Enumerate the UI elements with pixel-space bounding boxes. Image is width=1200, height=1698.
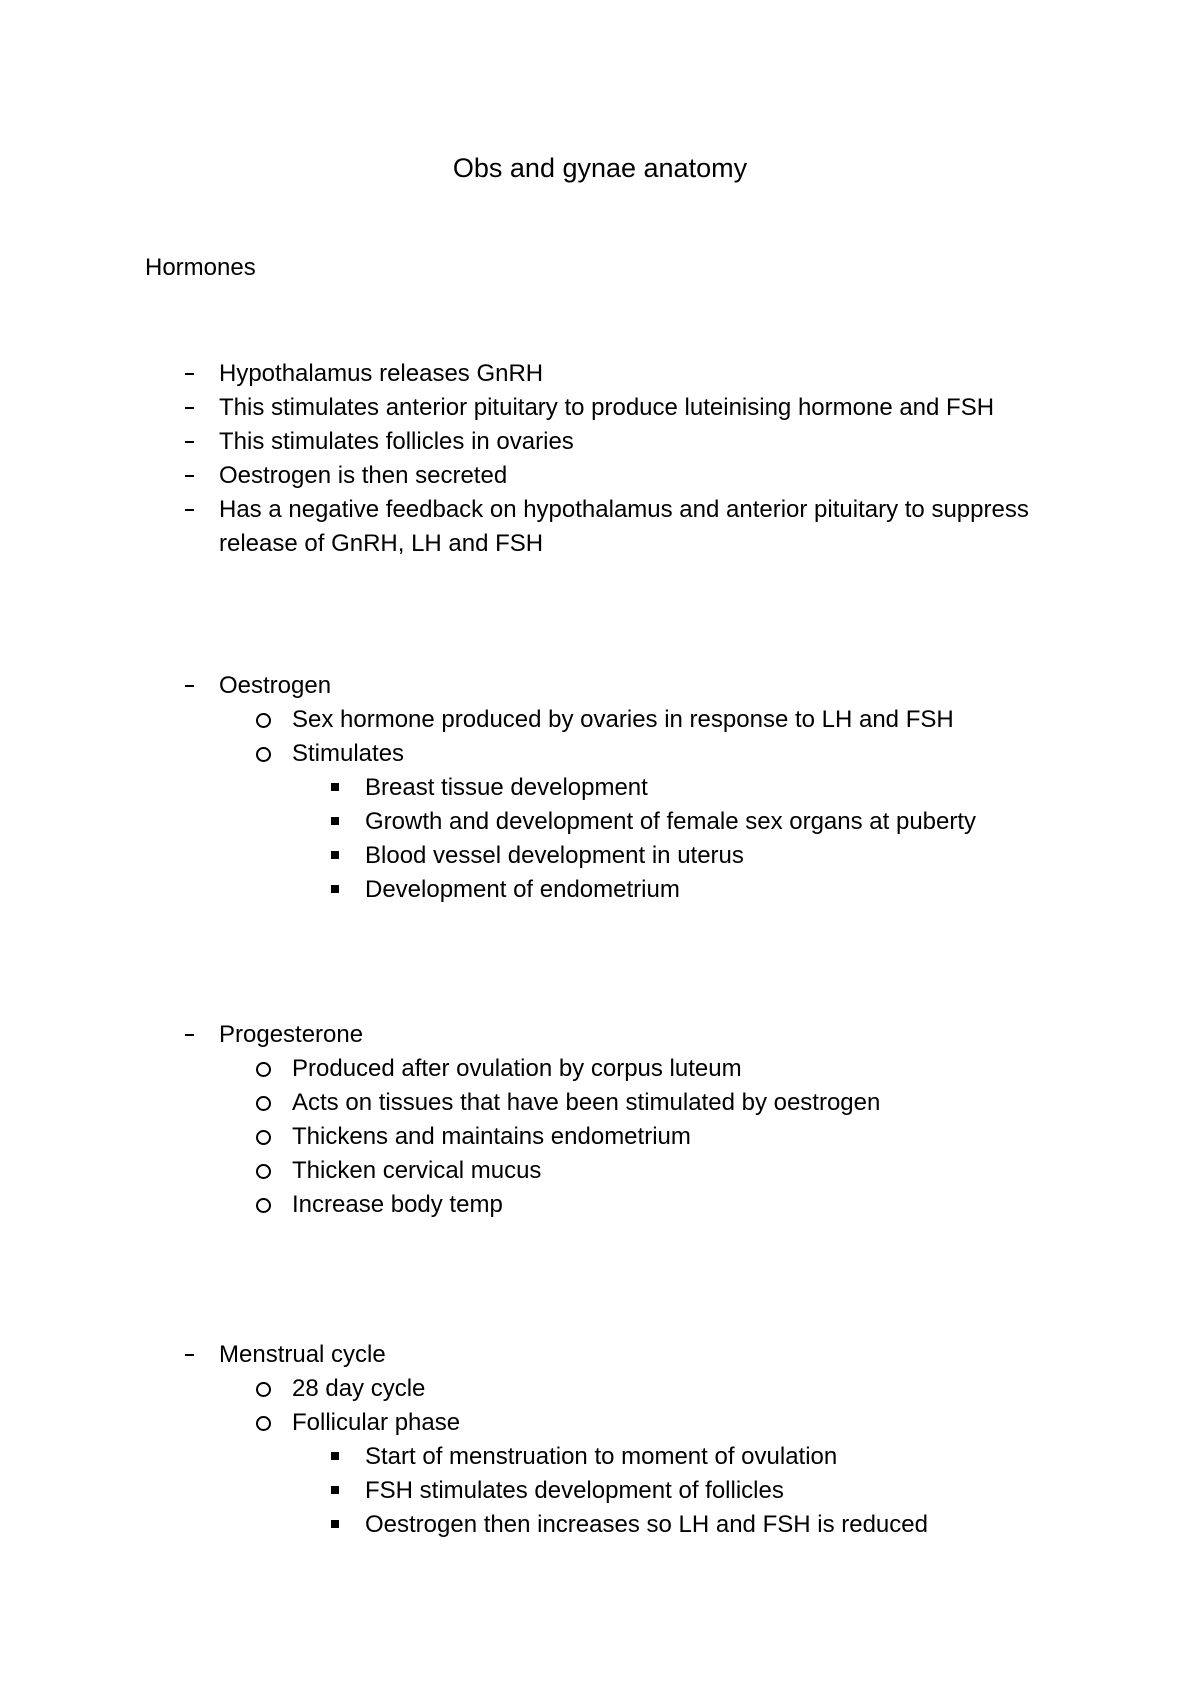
dash-bullet-icon bbox=[185, 357, 194, 391]
list-item: Development of endometrium bbox=[0, 873, 1200, 907]
list-item: Stimulates bbox=[0, 737, 1200, 771]
list-item: Oestrogen is then secreted bbox=[0, 459, 1200, 493]
list-item: Increase body temp bbox=[0, 1188, 1200, 1222]
dash-bullet-icon bbox=[185, 425, 194, 459]
list-item-menstrual-cycle: Menstrual cycle bbox=[0, 1338, 1200, 1372]
list-item: Growth and development of female sex organs at puberty bbox=[0, 805, 1200, 839]
list-item: Has a negative feedback on hypothalamus and anterior pituitary to suppress release of GnRH, LH and FSH bbox=[0, 493, 1039, 561]
circle-bullet-icon bbox=[256, 1372, 271, 1406]
oestrogen-section bbox=[0, 669, 1200, 907]
list-item: Blood vessel development in uterus bbox=[0, 839, 1200, 873]
list-item: Hypothalamus releases GnRH bbox=[0, 357, 1200, 391]
list-item: Oestrogen then increases so LH and FSH is reduced bbox=[0, 1508, 1200, 1542]
square-bullet-icon bbox=[331, 1508, 339, 1542]
square-bullet-icon bbox=[331, 1440, 339, 1474]
dash-bullet-icon bbox=[185, 1338, 194, 1372]
list-item-oestrogen: Oestrogen bbox=[0, 669, 1200, 703]
square-bullet-icon bbox=[331, 771, 339, 805]
list-item: Sex hormone produced by ovaries in response to LH and FSH bbox=[0, 703, 1200, 737]
list-item: 28 day cycle bbox=[0, 1372, 1200, 1406]
circle-bullet-icon bbox=[256, 1086, 271, 1120]
circle-bullet-icon bbox=[256, 1154, 271, 1188]
list-item: Thickens and maintains endometrium bbox=[0, 1120, 1200, 1154]
circle-bullet-icon bbox=[256, 1052, 271, 1086]
list-item-progesterone: Progesterone bbox=[0, 1018, 1200, 1052]
menstrual-cycle-section bbox=[0, 1338, 1200, 1542]
circle-bullet-icon bbox=[256, 703, 271, 737]
list-item: Follicular phase bbox=[0, 1406, 1200, 1440]
list-item: This stimulates follicles in ovaries bbox=[0, 425, 1200, 459]
dash-bullet-icon bbox=[185, 669, 194, 703]
dash-bullet-icon bbox=[185, 1018, 194, 1052]
list-item: FSH stimulates development of follicles bbox=[0, 1474, 1200, 1508]
square-bullet-icon bbox=[331, 839, 339, 873]
list-item: Start of menstruation to moment of ovulation bbox=[0, 1440, 1200, 1474]
page-title: Obs and gynae anatomy bbox=[452, 153, 748, 183]
square-bullet-icon bbox=[331, 805, 339, 839]
list-item: Breast tissue development bbox=[0, 771, 1200, 805]
section-heading-hormones: Hormones bbox=[145, 254, 256, 281]
list-item: This stimulates anterior pituitary to produce luteinising hormone and FSH bbox=[0, 391, 1039, 425]
progesterone-section bbox=[0, 1018, 1200, 1222]
dash-bullet-icon bbox=[185, 493, 194, 527]
dash-bullet-icon bbox=[185, 459, 194, 493]
circle-bullet-icon bbox=[256, 1188, 271, 1222]
hormones-list bbox=[0, 357, 1200, 561]
dash-bullet-icon bbox=[185, 391, 194, 425]
square-bullet-icon bbox=[331, 873, 339, 907]
circle-bullet-icon bbox=[256, 1406, 271, 1440]
circle-bullet-icon bbox=[256, 737, 271, 771]
list-item: Thicken cervical mucus bbox=[0, 1154, 1200, 1188]
square-bullet-icon bbox=[331, 1474, 339, 1508]
circle-bullet-icon bbox=[256, 1120, 271, 1154]
list-item: Produced after ovulation by corpus luteum bbox=[0, 1052, 1200, 1086]
list-item: Acts on tissues that have been stimulated by oestrogen bbox=[0, 1086, 1200, 1120]
